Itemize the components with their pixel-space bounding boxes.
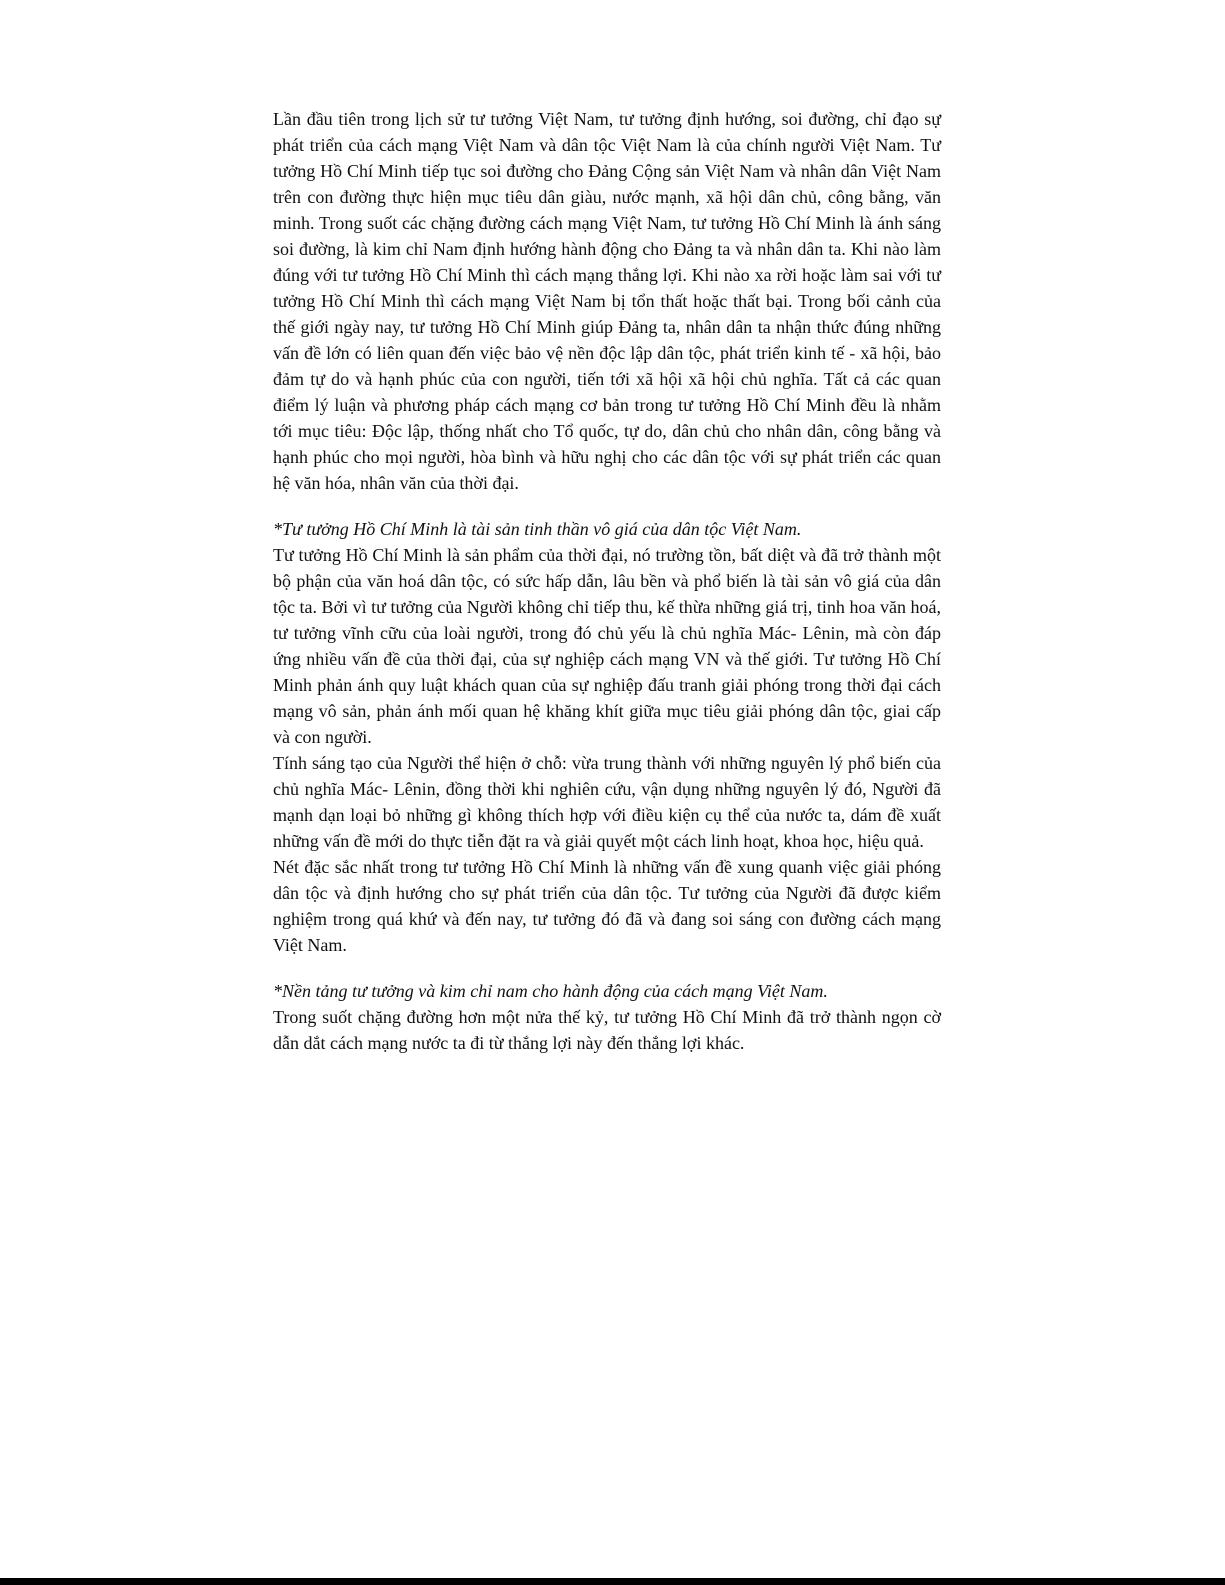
paragraph-half-century: Trong suốt chặng đường hơn một nửa thế kỷ, tư tưởng Hồ Chí Minh đã trở thành ngọn cờ dẫn dắt cách mạng nước ta đi từ thắng lợi này đến thắng lợi khác.: [273, 1007, 941, 1053]
paragraph-product-of-era: Tư tưởng Hồ Chí Minh là sản phẩm của thời đại, nó trường tồn, bất diệt và đã trở thành một bộ phận của văn hoá dân tộc, có sức hấp dẫn, lâu bền và phổ biến là tài sản vô giá của dân tộc ta. Bởi vì tư tưởng của Người không chỉ tiếp thu, kế thừa những giá trị, tinh hoa văn hoá, tư tưởng vĩnh cữu của loài người, trong đó chủ yếu là chủ nghĩa Mác- Lênin, mà còn đáp ứng nhiều vấn đề của thời đại, của sự nghiệp cách mạng VN và thế giới. Tư tưởng Hồ Chí Minh phản ánh quy luật khách quan của sự nghiệp đấu tranh giải phóng trong thời đại cách mạng vô sản, phản ánh mối quan hệ khăng khít giữa mục tiêu giải phóng dân tộc, giai cấp và con người.: [273, 545, 941, 747]
paragraph-intro: Lần đầu tiên trong lịch sử tư tưởng Việt Nam, tư tưởng định hướng, soi đường, chỉ đạo sự phát triển của cách mạng Việt Nam và dân tộc Việt Nam là của chính người Việt Nam. Tư tưởng Hồ Chí Minh tiếp tục soi đường cho Đảng Cộng sản Việt Nam và nhân dân Việt Nam trên con đường thực hiện mục tiêu dân giàu, nước mạnh, xã hội dân chủ, công bằng, văn minh. Trong suốt các chặng đường cách mạng Việt Nam, tư tưởng Hồ Chí Minh là ánh sáng soi đường, là kim chỉ Nam định hướng hành động cho Đảng ta và nhân dân ta. Khi nào làm đúng với tư tưởng Hồ Chí Minh thì cách mạng thắng lợi. Khi nào xa rời hoặc làm sai với tư tưởng Hồ Chí Minh thì cách mạng Việt Nam bị tổn thất hoặc thất bại. Trong bối cảnh của thế giới ngày nay, tư tưởng Hồ Chí Minh giúp Đảng ta, nhân dân ta nhận thức đúng những vấn đề lớn có liên quan đến việc bảo vệ nền độc lập dân tộc, phát triển kinh tế - xã hội, bảo đảm tự do và hạnh phúc của con người, tiến tới xã hội xã hội chủ nghĩa. Tất cả các quan điểm lý luận và phương pháp cách mạng cơ bản trong tư tưởng Hồ Chí Minh đều là nhằm tới mục tiêu: Độc lập, thống nhất cho Tổ quốc, tự do, dân chủ cho nhân dân, công bằng và hạnh phúc cho mọi người, hòa bình và hữu nghị cho các dân tộc với sự phát triển các quan hệ văn hóa, nhân văn của thời đại.: [273, 109, 941, 493]
bottom-edge-bar: [0, 1578, 1225, 1585]
paragraph-distinctive-feature: Nét đặc sắc nhất trong tư tưởng Hồ Chí Minh là những vấn đề xung quanh việc giải phóng dân tộc và định hướng cho sự phát triển của dân tộc. Tư tưởng của Người đã được kiểm nghiệm trong quá khứ và đến nay, tư tưởng đó đã và đang soi sáng con đường cách mạng Việt Nam.: [273, 857, 941, 955]
document-body: [273, 106, 941, 1056]
section-heading-foundation: *Nền tảng tư tưởng và kim chỉ nam cho hành động của cách mạng Việt Nam.: [273, 981, 828, 1001]
section-heading-spiritual-asset: *Tư tưởng Hồ Chí Minh là tài sản tinh thần vô giá của dân tộc Việt Nam.: [273, 519, 802, 539]
paragraph-creativity: Tính sáng tạo của Người thể hiện ở chỗ: vừa trung thành với những nguyên lý phổ biến của chủ nghĩa Mác- Lênin, đồng thời khi nghiên cứu, vận dụng những nguyên lý đó, Người đã mạnh dạn loại bỏ những gì không thích hợp với điều kiện cụ thể của nước ta, dám đề xuất những vấn đề mới do thực tiễn đặt ra và giải quyết một cách linh hoạt, khoa học, hiệu quả.: [273, 753, 941, 851]
